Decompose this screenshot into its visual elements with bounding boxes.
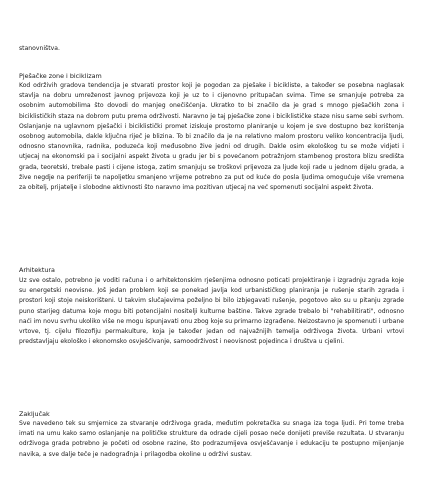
lead-line: stanovništva. (19, 45, 60, 52)
section-body-conclusion: Sve navedeno tek su smjernice za stvaranje održivoga grada, međutim pokretačka su snaga iza toga ljudi. Pri tome treba imati na umu kako samo oslanjanje na političke strukture da odrade cijeli posao neće donijeti previše rezultata. U stvaranju održivoga grada potrebno je početi od osobne razine, što podrazumijeva osvješćavanje i edukaciju te postupno mijenjanje navika, a sve dalje teče je nadograđnja i prilagodba okoline u održivi sustav. (19, 420, 404, 458)
section-heading-architecture: Arhitektura (19, 266, 55, 274)
section-heading-conclusion: Zaključak (19, 410, 50, 418)
section-heading-pedestrian-zones: Pješačke zone i biciklizam (19, 72, 102, 80)
section-body-architecture: Uz sve ostalo, potrebno je voditi računa i o arhitektonskim rješenjima odnosno poticati projektiranje i izgradnju zgrada koje su energetski neovisne. Još jedan problem koji se ponekad javlja kod urbanističkog planiranja je rušenje starih zgrada i prostori koji stoje neiskorišteni. U takvim slučajevima poželjno bi bilo izbjegavati rušenje, pogotovo ako su u pitanju zgrade puno starijeg datuma koje mogu biti potencijalni nositelji kulturne baštine. Takve zgrade trebalo bi "rehabilitirati", odnosno naći im novu svrhu ukoliko više ne mogu ispunjavati onu zbog koje su primarno izgrađene. Neizostavno je spomenuti i urbane vrtove, tj. cijelu filozofiju permakulture, koja je također jedan od najvažnijih temelja održivoga života. Urbani vrtovi predstavljaju ekološko i ekonomsko osvješćivanje, samoodrživost i neovisnost pojedinca i društva u cjelini. (19, 277, 404, 346)
section-body-pedestrian-zones: Kod održivih gradova tendencija je stvarati prostor koji je pogodan za pješake i bicikliste, a također se posebna naglasak stavlja na dobru umreženost javnog prijevoza koji je uz to i cijenovno pritupačan svima. Time se smanjuje potreba za osobnim automobilima što dovodi do manjeg onečišćenja. Ukratko to bi značilo da je grad s mnogo pješačkih zona i biciklističkih staza na dobrom putu prema održivosti. Naravno je taj pješačke zone i biciklističke staze nisu same sebi svrhom. Oslanjanje na uglavnom pješački i biciklistički promet iziskuje prostorno planiranje u kojem je sve dostupno bez korištenja osobnog automobila, dakle ključna riječ je blizina. To bi značilo da je na relativno malom prostoru veliko koncentracija ljudi, odnosno stanovnika, radnika, poduzeća koji međusobno žive jedni od drugih. Dakle osim ekološkog tu se može vidjeti i utjecaj na ekonomski pa i socijalni aspekt života u gradu jer bi s povećanom potražnjom stambenog prostora blizu središta grada, teoretski, trebale pasti i cijene istoga, zatim smanjuju se troškovi prijevoza za ljude koji rade u jednom dijelu grada, a žive negdje na periferiji te napoljetku smanjeno vrijeme potrebno za put od kuće do posla ljudima omogućuje više vremena za obitelj, prijatelje i slobodne aktivnosti što naravno ima pozitivan utjecaj na već spomenuti socijalni aspekt života. (19, 82, 404, 192)
